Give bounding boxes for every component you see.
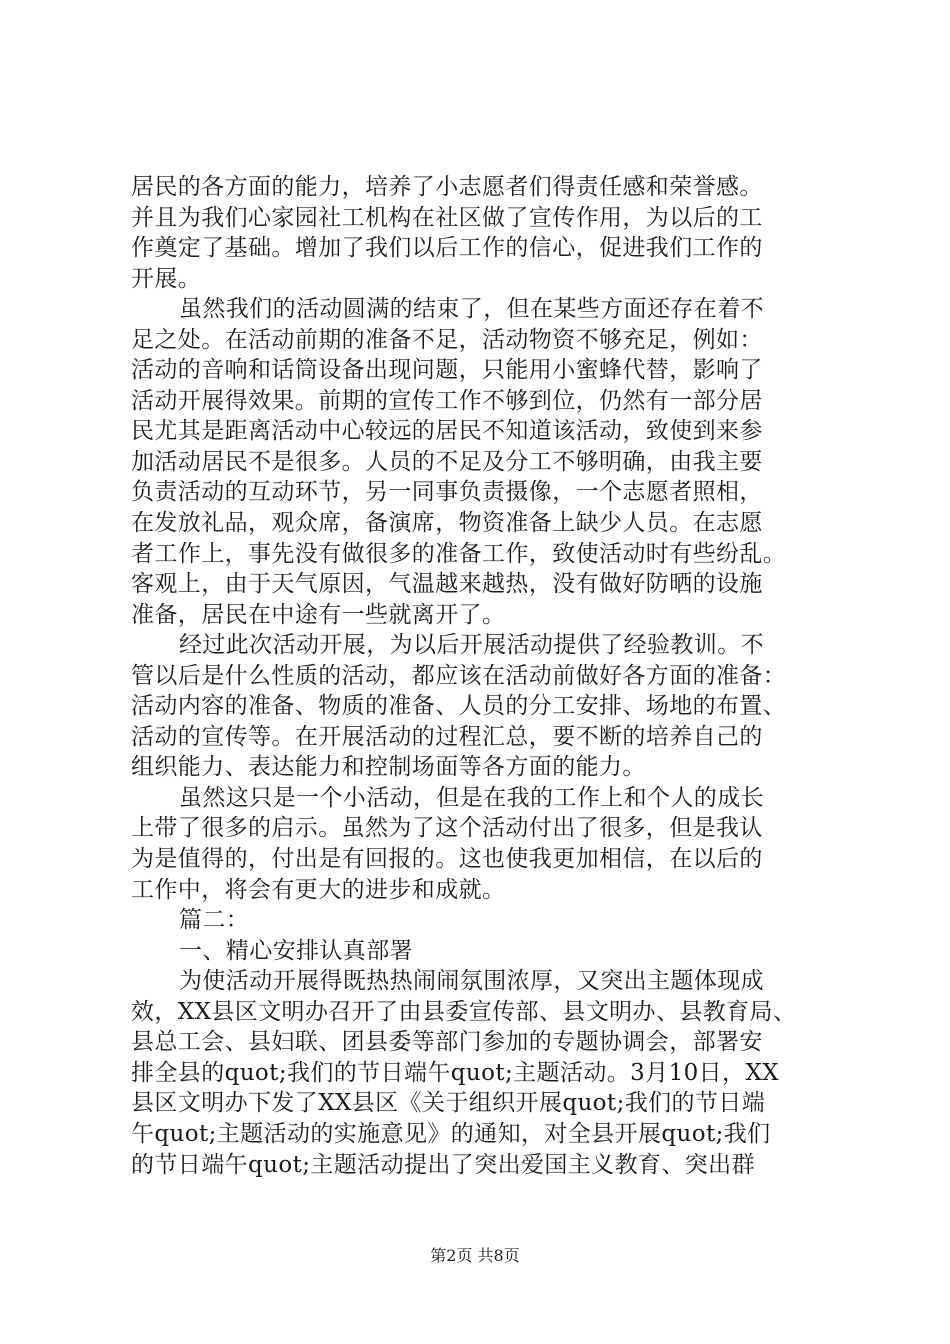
text-line: 效，XX县区文明办召开了由县委宣传部、县文明办、县教育局、 — [131, 998, 797, 1025]
text-line: 为是值得的，付出是有回报的。这也使我更加相信，在以后的 — [131, 846, 763, 873]
page-footer: 第2页 共8页 — [430, 1246, 520, 1265]
text-line: 准备，居民在中途有一些就离开了。 — [131, 601, 506, 628]
text-line: 民尤其是距离活动中心较远的居民不知道该活动，致使到来参 — [131, 418, 763, 445]
text-line: 篇二： — [179, 907, 250, 934]
text-line: 足之处。在活动前期的准备不足，活动物资不够充足，例如： — [131, 326, 763, 353]
text-line: 并且为我们心家园社工机构在社区做了宣传作用，为以后的工 — [131, 204, 763, 231]
text-line: 居民的各方面的能力，培养了小志愿者们得责任感和荣誉感。 — [131, 174, 763, 200]
text-line: 管以后是什么性质的活动，都应该在活动前做好各方面的准备： — [131, 662, 787, 689]
text-line: 在发放礼品，观众席，备演席，物资准备上缺少人员。在志愿 — [131, 510, 763, 537]
text-line: 开展。 — [131, 265, 202, 292]
text-line: 加活动居民不是很多。人员的不足及分工不够明确，由我主要 — [131, 448, 763, 475]
text-line: 排全县的quot;我们的节日端午quot;主题活动。3月10日，XX — [131, 1059, 779, 1086]
text-line: 活动内容的准备、物质的准备、人员的分工安排、场地的布置、 — [131, 693, 787, 720]
text-line: 的节日端午quot;主题活动提出了突出爱国主义教育、突出群 — [131, 1151, 755, 1178]
text-line: 组织能力、表达能力和控制场面等各方面的能力。 — [131, 754, 646, 781]
text-line: 活动的宣传等。在开展活动的过程汇总，要不断的培养自己的 — [131, 723, 763, 750]
text-line: 经过此次活动开展，为以后开展活动提供了经验教训。不 — [179, 632, 764, 659]
text-line: 县区文明办下发了XX县区《关于组织开展quot;我们的节日端 — [131, 1090, 766, 1117]
text-line: 活动的音响和话筒设备出现问题，只能用小蜜蜂代替，影响了 — [131, 357, 763, 384]
text-line: 为使活动开展得既热热闹闹氛围浓厚，又突出主题体现成 — [179, 968, 764, 995]
text-line: 午quot;主题活动的实施意见》的通知，对全县开展quot;我们 — [131, 1120, 771, 1147]
text-line: 虽然这只是一个小活动，但是在我的工作上和个人的成长 — [179, 784, 764, 811]
text-line: 一、精心安排认真部署 — [179, 937, 413, 964]
document-body — [131, 172, 831, 1180]
text-line: 虽然我们的活动圆满的结束了，但在某些方面还存在着不 — [179, 296, 764, 323]
text-line: 县总工会、县妇联、团县委等部门参加的专题协调会，部署安 — [131, 1029, 763, 1056]
text-line: 上带了很多的启示。虽然为了这个活动付出了很多，但是我认 — [131, 815, 763, 842]
text-line: 者工作上，事先没有做很多的准备工作，致使活动时有些纷乱。 — [131, 540, 787, 567]
text-line: 作奠定了基础。增加了我们以后工作的信心，促进我们工作的 — [131, 235, 763, 262]
text-line: 工作中，将会有更大的进步和成就。 — [131, 876, 506, 903]
text-line: 客观上，由于天气原因，气温越来越热，没有做好防晒的设施 — [131, 571, 763, 598]
text-line: 负责活动的互动环节，另一同事负责摄像，一个志愿者照相， — [131, 479, 763, 506]
text-line: 活动开展得效果。前期的宣传工作不够到位，仍然有一部分居 — [131, 387, 763, 414]
